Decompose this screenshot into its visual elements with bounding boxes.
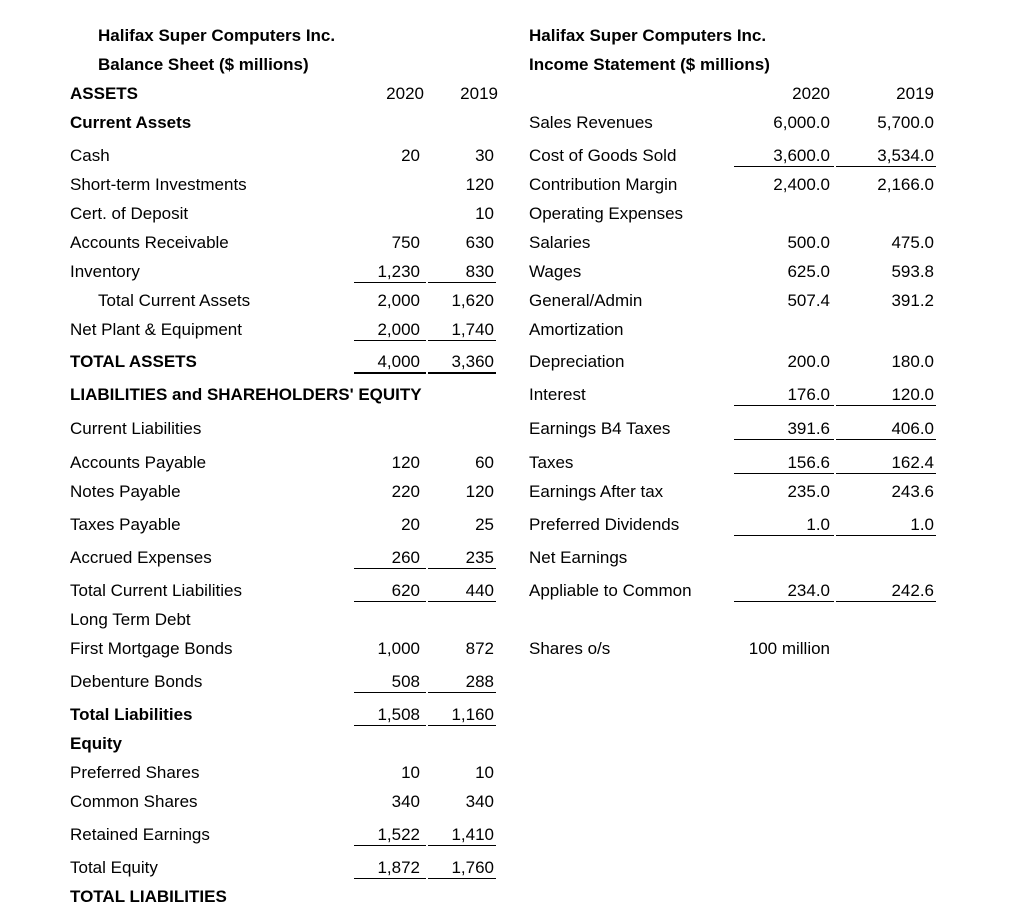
is-row-2020: 391.6 <box>734 419 834 440</box>
bs-row-2019: 120 <box>465 482 494 501</box>
bs-row-2019: 340 <box>465 792 494 811</box>
bs-row-2020: 2,000 <box>354 320 426 341</box>
bs-row-2020: 508 <box>354 672 426 693</box>
bs-row-label: Notes Payable <box>70 482 181 501</box>
bs-equity-header: Equity <box>70 734 122 753</box>
bs-row-2019: 10 <box>475 763 494 782</box>
bs-row-2019: 30 <box>475 146 494 165</box>
bs-row-2020: 220 <box>391 482 420 501</box>
bs-row-2020: 10 <box>401 763 420 782</box>
bs-row-label: Cert. of Deposit <box>70 204 189 223</box>
bs-row-label: Accrued Expenses <box>70 548 212 567</box>
bs-row-label: Total Liabilities <box>70 705 193 724</box>
is-row-2019: 162.4 <box>836 453 936 474</box>
is-row-label: Shares o/s <box>529 639 611 658</box>
is-row-label: Salaries <box>529 233 591 252</box>
is-row-label: Operating Expenses <box>529 204 684 223</box>
is-year-2019: 2019 <box>896 84 934 103</box>
bs-total-liabilities-footer: TOTAL LIABILITIES <box>70 887 227 906</box>
bs-row-2020: 260 <box>354 548 426 569</box>
is-row-label: Preferred Dividends <box>529 515 680 534</box>
is-row-label: Depreciation <box>529 352 625 371</box>
bs-row-label: Debenture Bonds <box>70 672 203 691</box>
bs-row-label: Taxes Payable <box>70 515 181 534</box>
is-row-2019: 475.0 <box>891 233 934 252</box>
bs-row-2020: 20 <box>401 515 420 534</box>
bs-row-2020: 1,000 <box>377 639 420 658</box>
is-row-2019: 1.0 <box>836 515 936 536</box>
is-row-label: Cost of Goods Sold <box>529 146 677 165</box>
is-row-label: General/Admin <box>529 291 643 310</box>
is-row-2020: 176.0 <box>734 385 834 406</box>
is-row-2020: 200.0 <box>787 352 830 371</box>
bs-company: Halifax Super Computers Inc. <box>98 26 336 45</box>
bs-current-liabilities-header: Current Liabilities <box>70 419 202 438</box>
bs-row-2020: 4,000 <box>354 352 426 374</box>
bs-row-2019: 1,410 <box>428 825 496 846</box>
is-row-2020: 235.0 <box>787 482 830 501</box>
is-row-label: Contribution Margin <box>529 175 678 194</box>
is-row-2019: 406.0 <box>836 419 936 440</box>
bs-row-label: Retained Earnings <box>70 825 210 844</box>
bs-row-label: Net Plant & Equipment <box>70 320 242 339</box>
bs-liab-equity-header: LIABILITIES and SHAREHOLDERS' EQUITY <box>70 385 422 404</box>
bs-year-2020: 2020 <box>386 84 424 103</box>
bs-row-2019: 1,760 <box>428 858 496 879</box>
is-row-label: Sales Revenues <box>529 113 653 132</box>
is-row-2019: 593.8 <box>891 262 934 281</box>
bs-row-2019: 1,740 <box>428 320 496 341</box>
bs-row-label: Short-term Investments <box>70 175 247 194</box>
is-row-2019: 2,166.0 <box>877 175 934 194</box>
bs-row-2019: 1,620 <box>451 291 494 310</box>
bs-row-2020: 1,508 <box>354 705 426 726</box>
bs-row-label: Common Shares <box>70 792 198 811</box>
is-row-2019: 180.0 <box>891 352 934 371</box>
is-row-2019: 242.6 <box>836 581 936 602</box>
bs-row-2019: 60 <box>475 453 494 472</box>
bs-row-2019: 830 <box>428 262 496 283</box>
bs-row-2020: 1,872 <box>354 858 426 879</box>
is-row-label: Appliable to Common <box>529 581 692 600</box>
is-row-2019: 391.2 <box>891 291 934 310</box>
bs-row-2020: 20 <box>401 146 420 165</box>
is-row-2020: 500.0 <box>787 233 830 252</box>
bs-long-term-debt-header: Long Term Debt <box>70 610 191 629</box>
is-row-2020: 156.6 <box>734 453 834 474</box>
bs-row-2019: 25 <box>475 515 494 534</box>
bs-row-label: Cash <box>70 146 110 165</box>
bs-row-2019: 120 <box>465 175 494 194</box>
is-row-2020: 2,400.0 <box>773 175 830 194</box>
bs-row-2020: 1,522 <box>354 825 426 846</box>
is-company: Halifax Super Computers Inc. <box>529 26 767 45</box>
is-row-2019: 243.6 <box>891 482 934 501</box>
bs-row-2020: 750 <box>391 233 420 252</box>
is-row-2020: 507.4 <box>787 291 830 310</box>
is-shares-value: 100 million <box>748 639 830 658</box>
is-row-label: Taxes <box>529 453 574 472</box>
is-year-2020: 2020 <box>792 84 830 103</box>
bs-row-2019: 440 <box>428 581 496 602</box>
bs-row-2020: 120 <box>391 453 420 472</box>
bs-row-2020: 2,000 <box>377 291 420 310</box>
bs-row-label: First Mortgage Bonds <box>70 639 233 658</box>
bs-row-2019: 1,160 <box>428 705 496 726</box>
bs-row-label: Preferred Shares <box>70 763 200 782</box>
is-row-2020: 3,600.0 <box>734 146 834 167</box>
is-row-label: Interest <box>529 385 586 404</box>
bs-row-2020: 340 <box>391 792 420 811</box>
bs-row-label: Total Current Liabilities <box>70 581 242 600</box>
is-row-2020: 6,000.0 <box>773 113 830 132</box>
is-row-label: Earnings After tax <box>529 482 664 501</box>
bs-row-2019: 630 <box>465 233 494 252</box>
bs-current-assets-header: Current Assets <box>70 113 192 132</box>
is-row-2019: 3,534.0 <box>836 146 936 167</box>
bs-row-2019: 10 <box>475 204 494 223</box>
is-row-label: Wages <box>529 262 582 281</box>
bs-row-label: Accounts Payable <box>70 453 207 472</box>
bs-row-2019: 288 <box>428 672 496 693</box>
bs-row-2019: 3,360 <box>428 352 496 374</box>
is-row-2020: 625.0 <box>787 262 830 281</box>
is-row-2020: 234.0 <box>734 581 834 602</box>
is-row-2019: 120.0 <box>836 385 936 406</box>
bs-row-2019: 235 <box>428 548 496 569</box>
bs-row-2020: 1,230 <box>354 262 426 283</box>
is-row-2020: 1.0 <box>734 515 834 536</box>
is-row-label: Net Earnings <box>529 548 628 567</box>
bs-row-2019: 872 <box>465 639 494 658</box>
is-row-label: Amortization <box>529 320 624 339</box>
is-row-label: Earnings B4 Taxes <box>529 419 671 438</box>
bs-year-2019: 2019 <box>460 84 498 103</box>
bs-row-label: Total Equity <box>70 858 158 877</box>
bs-title: Balance Sheet ($ millions) <box>98 55 309 74</box>
bs-row-label: TOTAL ASSETS <box>70 352 197 371</box>
bs-row-label: Total Current Assets <box>98 291 251 310</box>
is-row-2019: 5,700.0 <box>877 113 934 132</box>
bs-row-label: Inventory <box>70 262 140 281</box>
is-title: Income Statement ($ millions) <box>529 55 770 74</box>
bs-row-label: Accounts Receivable <box>70 233 229 252</box>
bs-row-2020: 620 <box>354 581 426 602</box>
bs-assets-header: ASSETS <box>70 84 139 103</box>
